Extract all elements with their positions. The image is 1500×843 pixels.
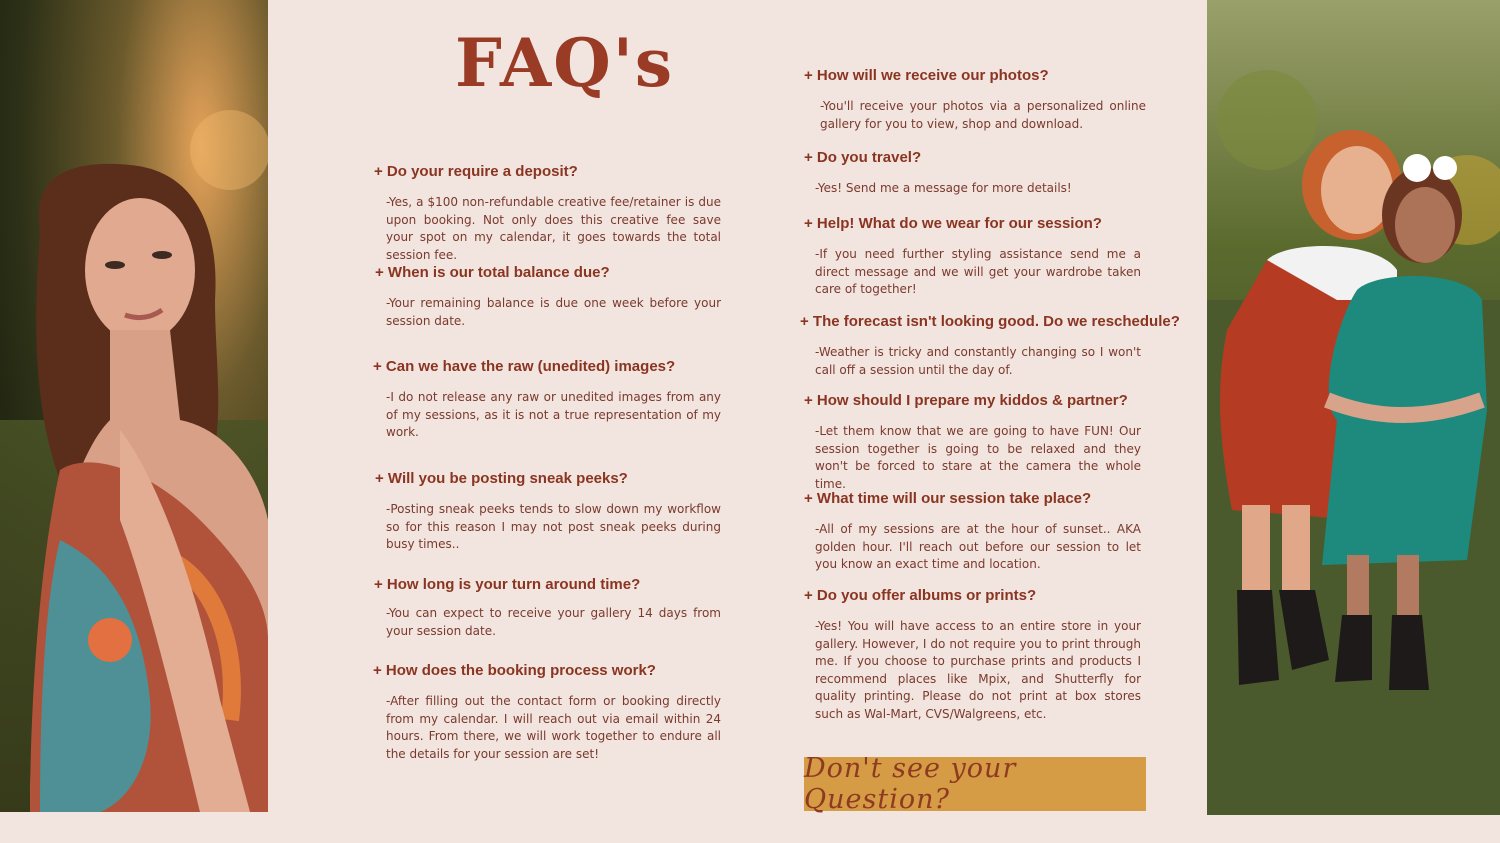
- faq-answer: -I do not release any raw or unedited images from any of my sessions, as it is not a true representation of my work.: [386, 390, 721, 439]
- faq-item-albums-prints: [804, 587, 1141, 723]
- faq-question: + Help! What do we wear for our session?: [804, 215, 1102, 232]
- faq-question: + When is our total balance due?: [375, 264, 610, 281]
- faq-question: + How will we receive our photos?: [804, 67, 1049, 84]
- faq-question: + Will you be posting sneak peeks?: [375, 470, 628, 487]
- question-cta-button[interactable]: Don't see your Question?: [804, 757, 1146, 811]
- faq-item-turnaround: [374, 576, 721, 640]
- faq-answer: -Posting sneak peeks tends to slow down my workflow so for this reason I may not post sneak peeks during busy times..: [386, 502, 721, 551]
- faq-question: + The forecast isn't looking good. Do we reschedule?: [800, 313, 1180, 330]
- faq-answer: -Weather is tricky and constantly changing so I won't call off a session until the day of.: [815, 345, 1141, 377]
- faq-item-prepare-kiddos: [804, 392, 1141, 493]
- page-title: FAQ's: [455, 24, 675, 102]
- portrait-photo-children: [1207, 0, 1500, 815]
- faq-question: + What time will our session take place?: [804, 490, 1092, 507]
- faq-answer: -You can expect to receive your gallery 14 days from your session date.: [386, 606, 721, 638]
- faq-item-forecast: [800, 313, 1180, 379]
- faq-question: + How does the booking process work?: [373, 662, 656, 679]
- faq-question: + How should I prepare my kiddos & partner?: [804, 392, 1128, 409]
- faq-item-what-to-wear: [804, 215, 1141, 299]
- faq-question: + Do you offer albums or prints?: [804, 587, 1037, 604]
- faq-item-receive-photos: [804, 67, 1146, 133]
- faq-answer: -Yes! Send me a message for more details!: [815, 181, 1072, 195]
- faq-answer: -Yes, a $100 non-refundable creative fee/retainer is due upon booking. Not only does this creative fee save your spot on my calendar, it goes towards the total session fee.: [386, 195, 721, 262]
- faq-answer: -If you need further styling assistance send me a direct message and we will get your wardrobe taken care of together!: [815, 247, 1141, 296]
- faq-item-balance: [375, 264, 721, 330]
- portrait-photo-woman: [0, 0, 268, 812]
- faq-answer: -Your remaining balance is due one week before your session date.: [386, 296, 721, 328]
- faq-answer: -Let them know that we are going to have FUN! Our session together is going to be relaxed and they won't be forced to stare at the camera the whole time.: [815, 424, 1141, 491]
- faq-question: + Can we have the raw (unedited) images?: [373, 358, 676, 375]
- faq-answer: -Yes! You will have access to an entire store in your gallery. However, I do not require you to print through me. If you choose to purchase prints and products I recommend places like Mpix, and Shutterfly for quality printing. Please do not print at box stores such as Wal-Mart, CVS/Walgreens, etc.: [815, 619, 1141, 721]
- faq-answer: -You'll receive your photos via a personalized online gallery for you to view, shop and download.: [820, 99, 1146, 131]
- faq-question: + Do you travel?: [804, 149, 922, 166]
- faq-question: + How long is your turn around time?: [374, 576, 641, 593]
- faq-answer: -All of my sessions are at the hour of sunset.. AKA golden hour. I'll reach out before our session to let you know an exact time and location.: [815, 522, 1141, 571]
- faq-item-session-time: [804, 490, 1141, 574]
- faq-item-sneak-peeks: [375, 470, 721, 554]
- faq-question: + Do your require a deposit?: [374, 163, 578, 180]
- faq-item-travel: [804, 149, 1141, 198]
- faq-item-deposit: [374, 163, 721, 264]
- faq-answer: -After filling out the contact form or booking directly from my calendar. I will reach out via email within 24 hours. From there, we will work together to endure all the details for your session are set!: [386, 694, 721, 761]
- faq-item-raw-images: [373, 358, 721, 442]
- faq-item-booking-process: [373, 662, 721, 763]
